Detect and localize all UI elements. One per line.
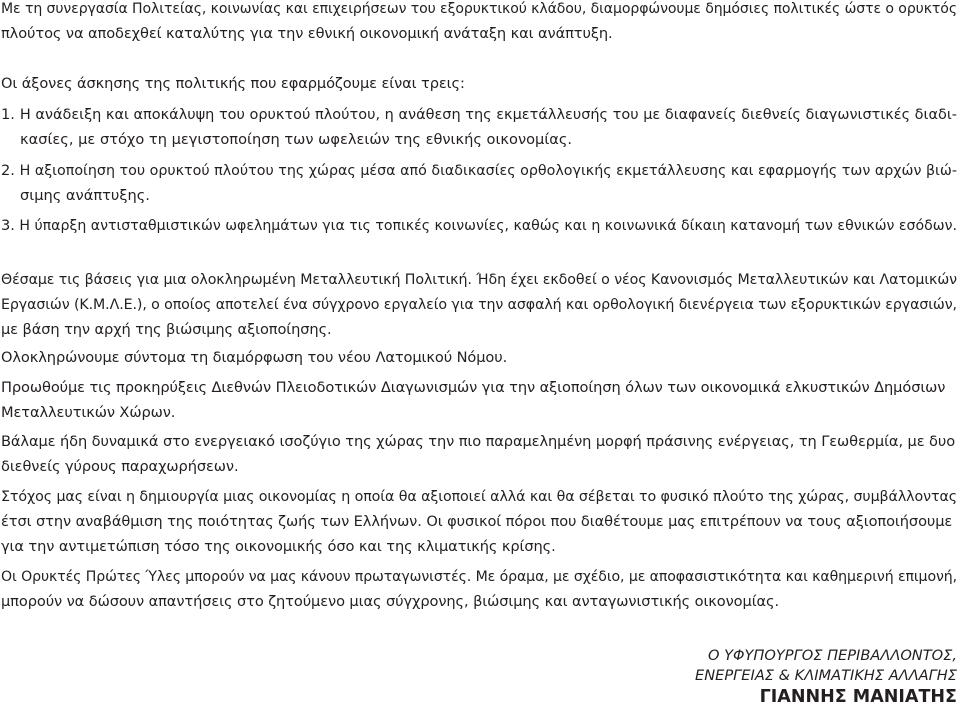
- paragraph-geothermal: [1, 429, 955, 479]
- list-item-2: [1, 158, 960, 208]
- text-line: για την αντιμετώπιση τόσο της οικονομικής όσο και της κλιματικής κρίσης.: [1, 538, 556, 555]
- text-line: πλούτος να αποδεχθεί καταλύτης για την εθνική οικονομική ανάταξη και ανάπτυξη.: [1, 25, 613, 42]
- text-line: Στόχος μας είναι η δημιουργία μιας οικονομίας η οποία θα αξιοποιεί αλλά και θα σέβεται το φυσικό πλούτο της χώρας, συμβάλλοντας: [1, 488, 958, 505]
- text-line: έτσι στην αναβάθμιση της ποιότητας ζωής των Ελλήνων. Οι φυσικοί πόροι που διαθέτουμε μας επιτρέπουν να τους αξιοποιήσουμε: [1, 513, 953, 530]
- signature-title: [695, 646, 957, 686]
- text-line: Η ύπαρξη αντισταθμιστικών ωφελημάτων για τις τοπικές κοινωνίες, καθώς και η κοινωνικά δίκαιη κατανομή των εθνικών εσόδων.: [19, 217, 957, 234]
- list-number: 2.: [1, 162, 15, 179]
- text-line: Ολοκληρώνουμε σύντομα τη διαμόρφωση του νέου Λατομικού Νόμου.: [1, 349, 508, 366]
- signature-title-line: ΕΝΕΡΓΕΙΑΣ & ΚΛΙΜΑΤΙΚΗΣ ΑΛΛΑΓΗΣ: [695, 667, 957, 684]
- text-line: Προωθούμε τις προκηρύξεις Διεθνών Πλειοδοτικών Διαγωνισμών για την αξιοποίηση όλων των οικονομικά ελκυστικών Δημόσιων: [1, 379, 946, 396]
- text-line: Οι Ορυκτές Πρώτες Ύλες μπορούν να μας κάνουν πρωταγωνιστές. Με όραμα, με σχέδιο, με αποφασιστικότητα και καθημερινή επιμονή,: [1, 568, 958, 585]
- paragraph-policy: [1, 267, 960, 342]
- text-line: κασίες, με στόχο τη μεγιστοποίηση των ωφελειών της εθνικής οικονομίας.: [20, 131, 573, 148]
- text-line: Με τη συνεργασία Πολιτείας, κοινωνίας και επιχειρήσεων του εξορυκτικού κλάδου, διαμορφώνουμε δημόσιες πολιτικές ώστε ο ορυκτός: [1, 0, 957, 17]
- list-number: 1.: [1, 106, 15, 123]
- text-line: Μεταλλευτικών Χώρων.: [1, 404, 176, 421]
- text-line: διεθνείς γύρους παραχωρήσεων.: [1, 458, 239, 475]
- list-item-1: [1, 102, 960, 152]
- list-number: 3.: [1, 217, 15, 234]
- text-line: Θέσαμε τις βάσεις για μια ολοκληρωμένη Μεταλλευτική Πολιτική. Ήδη έχει εκδοθεί ο νέος Κανονισμός Μεταλλευτικών και Λατομικών: [1, 271, 957, 288]
- text-line: Η αξιοποίηση του ορυκτού πλούτου της χώρας μέσα από διαδικασίες ορθολογικής εκμετάλλευσης και εφαρμογής των αρχών βιώ-: [19, 162, 957, 179]
- paragraph-raw-materials: [1, 564, 960, 614]
- text-line: με βάση την αρχή της βιώσιμης αξιοποίησης.: [1, 321, 332, 338]
- signature-name: ΓΙΑΝΝΗΣ ΜΑΝΙΑΤΗΣ: [759, 687, 957, 707]
- text-line: Εργασιών (Κ.Μ.Λ.Ε.), ο οποίος αποτελεί ένα σύγχρονο εργαλείο για την ασφαλή και ορθολογική διενέργεια των εξορυκτικών εργασιών,: [1, 296, 957, 313]
- signature-title-line: Ο ΥΦΥΠΟΥΡΓΟΣ ΠΕΡΙΒΑΛΛΟΝΤΟΣ,: [707, 647, 957, 664]
- list-item-3: [1, 213, 960, 238]
- paragraph-economy-goal: [1, 484, 960, 559]
- intro-paragraph: [1, 0, 960, 46]
- axes-intro: Οι άξονες άσκησης της πολιτικής που εφαρμόζουμε είναι τρεις:: [1, 75, 465, 92]
- text-line: μπορούν να δώσουν απαντήσεις στο ζητούμενο μιας σύγχρονης, βιώσιμης και ανταγωνιστικής οικονομίας.: [1, 593, 780, 610]
- text-line: Βάλαμε ήδη δυναμικά στο ενεργειακό ισοζύγιο της χώρας την πιο παραμελημένη μορφή πράσινης ενέργειας, τη Γεωθερμία, με δυο: [1, 433, 956, 450]
- paragraph-tenders: [1, 375, 945, 425]
- paragraph-quarry-law: [1, 345, 507, 370]
- text-line: σιμης ανάπτυξης.: [20, 187, 150, 204]
- text-line: Η ανάδειξη και αποκάλυψη του ορυκτού πλούτου, η ανάθεση της εκμετάλλευσής του με διαφανείς διεθνείς διαγωνιστικές διαδι-: [19, 106, 957, 123]
